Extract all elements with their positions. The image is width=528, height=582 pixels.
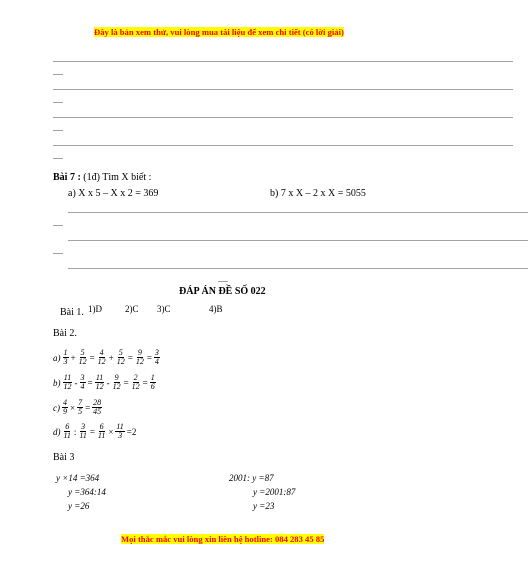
fraction: $\frac{5}{12}$ [116,348,125,366]
answer-line-end: ..... [53,96,63,105]
fraction: $\frac{28}{45}$ [93,398,102,416]
bai7-part-a: a) X x 5 – X x 2 = 369 [68,188,159,199]
fraction: $\frac{11}{12}$ [95,373,104,391]
operator: : [73,426,77,437]
answer-line: ...................................................................................................................................................................................................................................... [53,55,513,64]
bai1-answer: 3)C [157,304,171,314]
answer-line: ...................................................................................................................................................................................................................................... [68,234,528,243]
bai3-right-step: y =23 [253,501,275,511]
operator: = [123,377,129,388]
bai2-expression-a [53,349,161,366]
fraction: $\frac{9}{12}$ [135,348,144,366]
bai3-left-step: y =26 [68,501,90,511]
operator: = [89,426,95,437]
operator: - [74,377,78,388]
fraction: $\frac{9}{12}$ [112,373,121,391]
answer-line: ...................................................................................................................................................................................................................................... [53,139,513,148]
fraction: $\frac{4}{9}$ [63,398,67,416]
expr-label: b) [53,377,61,388]
fraction: $\frac{5}{12}$ [78,348,87,366]
answer-line-end: ..... [218,275,228,284]
operator: - [106,377,110,388]
operator: = [127,352,133,363]
operator: × [108,426,114,437]
answer-line: ...................................................................................................................................................................................................................................... [68,262,528,271]
operator: = [89,352,95,363]
answer-line: ...................................................................................................................................................................................................................................... [53,111,513,120]
bai7-heading [53,172,151,183]
expr-label: d) [53,426,61,437]
bai2-expression-b [53,374,157,391]
operator: + [70,352,76,363]
answer-line-end: ..... [53,247,63,256]
bai2-expression-d [53,423,137,440]
fraction: $\frac{3}{4}$ [154,348,159,366]
bai1-answer: 4)B [209,304,223,314]
bai1-label: Bài 1. [60,307,84,318]
operator: = [85,402,91,413]
fraction: $\frac{11}{12}$ [63,373,72,391]
operator: + [108,352,114,363]
fraction: $\frac{6}{11}$ [63,422,71,440]
operator: × [70,402,76,413]
bai2-label: Bài 2. [53,328,77,339]
header-banner: Đây là bản xem thử, vui lòng mua tài liệu để xem chi tiết (có lời giải) [94,27,344,37]
fraction: $\frac{3}{4}$ [80,373,85,391]
answer-line-end: ..... [53,68,63,77]
bai2-expression-c [53,399,103,416]
fraction: $\frac{1}{3}$ [63,348,68,366]
fraction: $\frac{11}{3}$ [116,422,124,440]
bai7-title: Bài 7 : [53,172,81,183]
bai3-right-step: 2001: y =87 [229,473,274,483]
answer-line-end: ..... [53,124,63,133]
fraction: $\frac{7}{5}$ [78,398,83,416]
fraction: $\frac{6}{11}$ [97,422,106,440]
fraction: $\frac{4}{12}$ [97,348,106,366]
footer-banner: Mọi thắc mắc vui lòng xin liên hệ hotline: 084 283 45 85 [121,534,325,544]
bai3-left-step: y =364:14 [68,487,106,497]
answer-line-end: ..... [53,219,63,228]
fraction: $\frac{3}{11}$ [79,422,87,440]
expr-label: c) [53,402,60,413]
operator: = [142,377,148,388]
answer-line: ...................................................................................................................................................................................................................................... [53,83,513,92]
bai3-left-step: y ×14 =364 [56,473,100,483]
operator: = [87,377,93,388]
bai3-right-step: y =2001:87 [253,487,296,497]
answer-line-end: ..... [53,152,63,161]
fraction: $\frac{2}{12}$ [131,373,140,391]
bai1-answer: 2)C [125,304,139,314]
operator: =2 [126,426,137,437]
answer-line: ...................................................................................................................................................................................................................................... [68,206,528,215]
operator: = [146,352,152,363]
bai7-points: (1đ) Tìm X biết : [83,172,152,183]
fraction: $\frac{1}{6}$ [150,373,155,391]
bai7-part-b: b) 7 x X – 2 x X = 5055 [270,188,366,199]
answer-key-title: ĐÁP ÁN ĐỀ SỐ 022 [179,286,266,297]
expr-label: a) [53,352,61,363]
bai3-label: Bài 3 [53,452,75,463]
bai1-answer: 1)D [88,304,102,314]
